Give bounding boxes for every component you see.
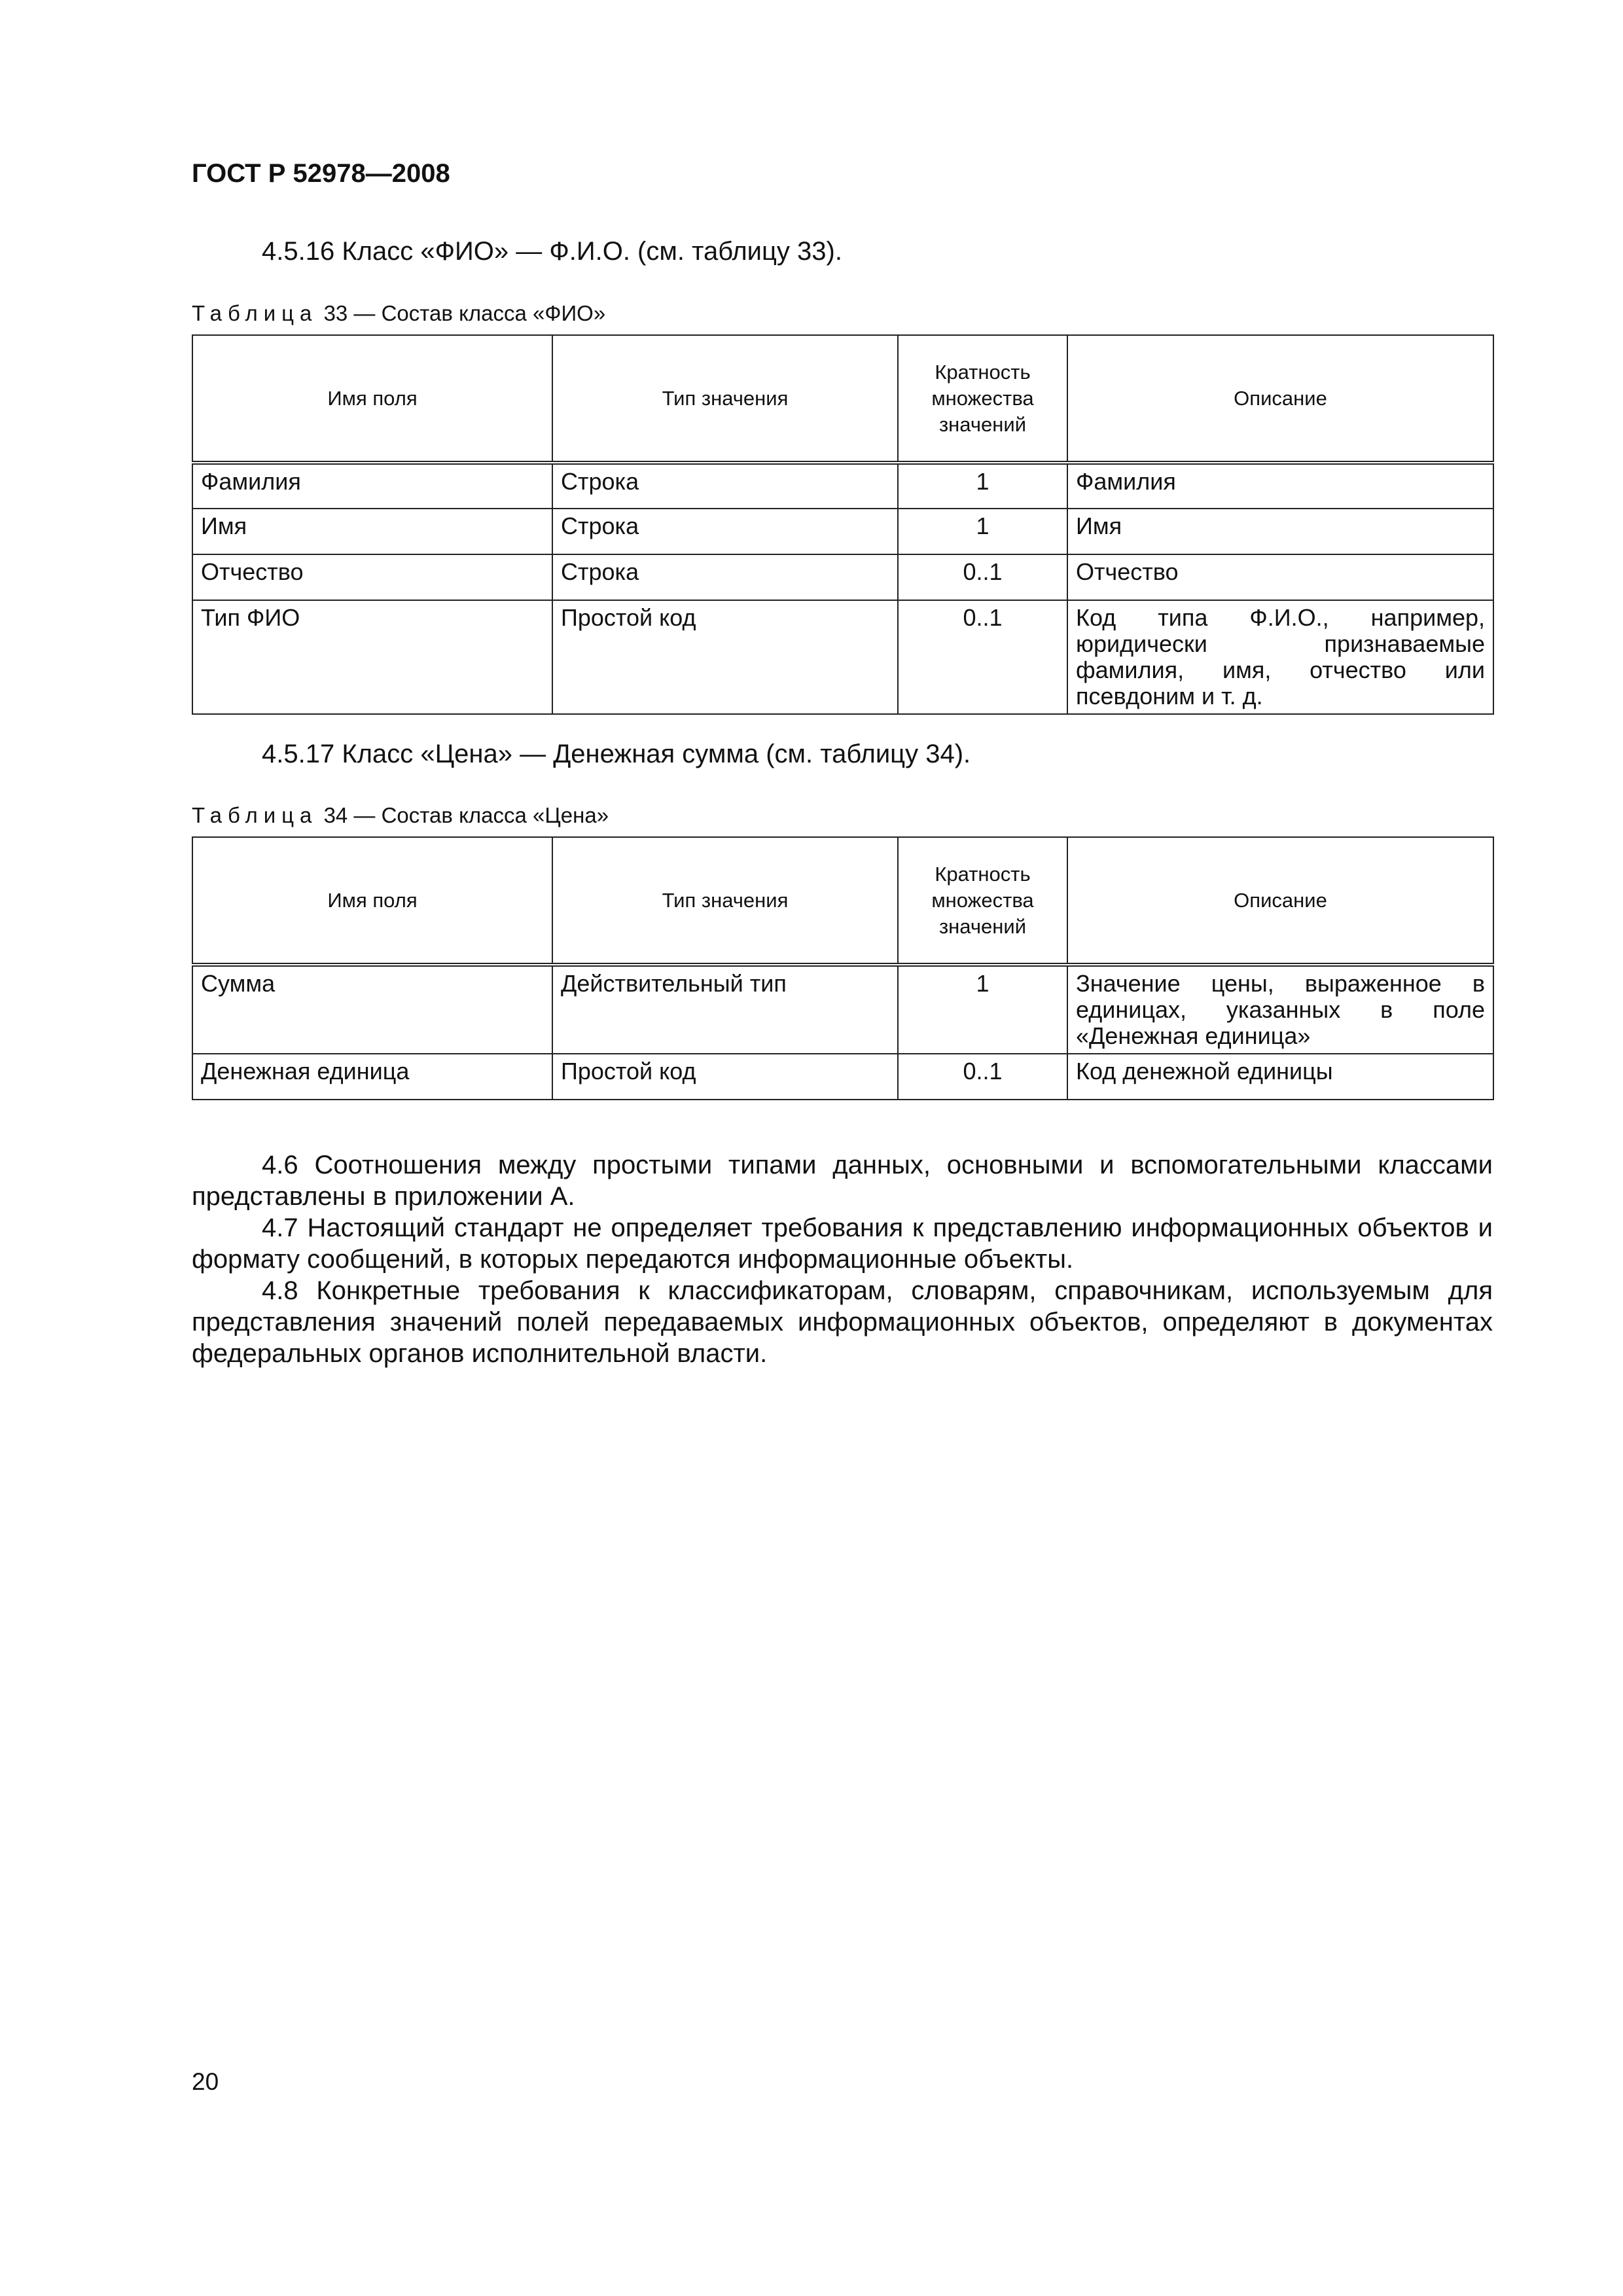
section-heading-4-5-16: 4.5.16 Класс «ФИО» — Ф.И.О. (см. таблицу 33). <box>262 237 842 266</box>
table-cell: Отчество <box>1067 554 1493 600</box>
table-cell: 1 <box>898 509 1067 554</box>
table-cell: Фамилия <box>192 463 552 509</box>
table-cell: Денежная единица <box>192 1054 552 1100</box>
paragraph-4-8: 4.8 Конкретные требования к классификаторам, словарям, справочникам, используемым для представления значений полей передаваемых информационных объектов, определяют в документах федеральных органов исполнительной власти. <box>192 1276 1493 1368</box>
table-cell: Простой код <box>552 600 898 714</box>
paragraph-4-7: 4.7 Настоящий стандарт не определяет требования к представлению информационных объектов и формату сообщений, в которых передаются информационные объекты. <box>192 1213 1493 1274</box>
table-cell: 0..1 <box>898 600 1067 714</box>
column-header: Кратность множества значений <box>898 837 1067 965</box>
table-cell: 0..1 <box>898 554 1067 600</box>
table-row <box>192 600 1493 714</box>
table-cell: Строка <box>552 554 898 600</box>
table-row <box>192 509 1493 554</box>
table-cell: 0..1 <box>898 1054 1067 1100</box>
table-row <box>192 554 1493 600</box>
table-cell: Имя <box>1067 509 1493 554</box>
table-cell: Строка <box>552 509 898 554</box>
caption-text: 34 — Состав класса «Цена» <box>323 803 609 827</box>
caption-word: Таблица <box>192 301 318 325</box>
column-header: Описание <box>1067 335 1493 463</box>
table-cell: Код типа Ф.И.О., например, юридически признаваемые фамилия, имя, отчество или псевдоним и т. д. <box>1067 600 1493 714</box>
table-cell: 1 <box>898 463 1067 509</box>
table-cell: Действительный тип <box>552 965 898 1054</box>
table-cell: Строка <box>552 463 898 509</box>
table-33-caption <box>192 301 605 326</box>
column-header: Имя поля <box>192 335 552 463</box>
table-34-caption <box>192 803 609 828</box>
table-33 <box>192 334 1494 715</box>
column-header: Кратность множества значений <box>898 335 1067 463</box>
table-34 <box>192 836 1494 1100</box>
column-header: Описание <box>1067 837 1493 965</box>
table-row <box>192 965 1493 1054</box>
table-cell: Тип ФИО <box>192 600 552 714</box>
table-header-row <box>192 335 1493 463</box>
table-row <box>192 1054 1493 1100</box>
table-header-row <box>192 837 1493 965</box>
column-header: Имя поля <box>192 837 552 965</box>
caption-word: Таблица <box>192 803 318 827</box>
column-header: Тип значения <box>552 837 898 965</box>
section-heading-4-5-17: 4.5.17 Класс «Цена» — Денежная сумма (см. таблицу 34). <box>262 740 971 768</box>
document-header: ГОСТ Р 52978—2008 <box>192 159 450 188</box>
table-cell: Простой код <box>552 1054 898 1100</box>
table-cell: Сумма <box>192 965 552 1054</box>
table-cell: Отчество <box>192 554 552 600</box>
table-cell: Значение цены, выраженное в единицах, указанных в поле «Денежная единица» <box>1067 965 1493 1054</box>
caption-text: 33 — Состав класса «ФИО» <box>323 301 606 325</box>
table-row <box>192 463 1493 509</box>
paragraph-4-6: 4.6 Соотношения между простыми типами данных, основными и вспомогательными классами представлены в приложении А. <box>192 1151 1493 1211</box>
table-cell: Код денежной единицы <box>1067 1054 1493 1100</box>
page-number: 20 <box>192 2068 219 2095</box>
body-text <box>192 1149 1493 1369</box>
table-cell: Имя <box>192 509 552 554</box>
table-cell: 1 <box>898 965 1067 1054</box>
column-header: Тип значения <box>552 335 898 463</box>
table-cell: Фамилия <box>1067 463 1493 509</box>
